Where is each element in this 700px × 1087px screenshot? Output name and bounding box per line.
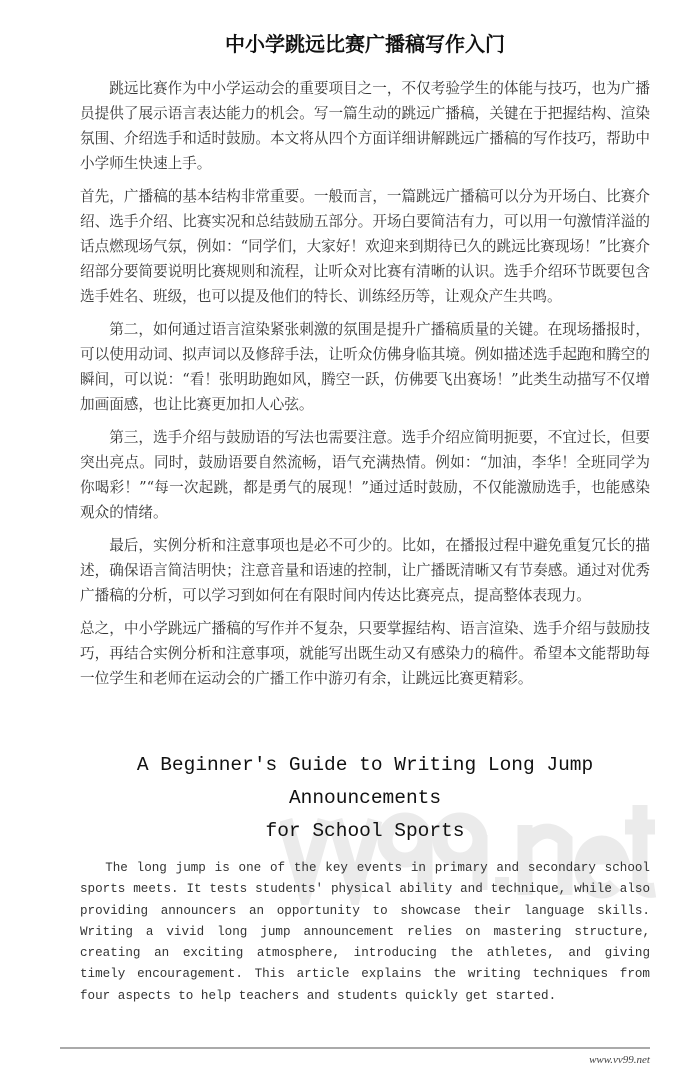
english-title: [60, 749, 670, 848]
en-paragraph-intro: The long jump is one of the key events in primary and secondary school sports meets. It tests students' physical ability and technique, while also providing announcers an opportunity to showcase their language skills. Writing a vivid long jump announcement relies on mastering structure, creating an exciting atmosphere, introducing the athletes, and giving timely encouragement. This article explains the writing techniques from four aspects to help teachers and students quickly get started.: [80, 861, 650, 1003]
footer-url: www.vv99.net: [589, 1054, 650, 1067]
english-title-line1: A Beginner's Guide to Writing Long Jump Announcements: [136, 754, 594, 809]
footer-divider: [60, 1047, 650, 1049]
zh-paragraph-analysis: 最后，实例分析和注意事项也是必不可少的。比如，在播报过程中避免重复冗长的描述，确保语言简洁明快；注意音量和语速的控制，让广播既清晰又有节奏感。通过对优秀广播稿的分析，可以学习到如何在有限时间内传达比赛亮点，提高整体表现力。: [80, 537, 650, 604]
zh-paragraph-atmosphere: 第二，如何通过语言渲染紧张刺激的氛围是提升广播稿质量的关键。在现场播报时，可以使用动词、拟声词以及修辞手法，让听众仿佛身临其境。例如描述选手起跑和腾空的瞬间，可以说：“看！张明助跑如风，腾空一跃，仿佛要飞出赛场！”此类生动描写不仅增加画面感，也让比赛更加扣人心弦。: [80, 321, 650, 413]
footer: [60, 1047, 650, 1067]
chinese-title: 中小学跳远比赛广播稿写作入门: [225, 32, 505, 56]
zh-paragraph-intro: 跳远比赛作为中小学运动会的重要项目之一，不仅考验学生的体能与技巧，也为广播员提供了展示语言表达能力的机会。写一篇生动的跳远广播稿，关键在于把握结构、渲染氛围、介绍选手和适时鼓励。本文将从四个方面详细讲解跳远广播稿的写作技巧，帮助中小学师生快速上手。: [80, 80, 650, 172]
zh-paragraph-structure: 首先，广播稿的基本结构非常重要。一般而言，一篇跳远广播稿可以分为开场白、比赛介绍、选手介绍、比赛实况和总结鼓励五部分。开场白要简洁有力，可以用一句激情洋溢的话点燃现场气氛，例如：“同学们，大家好！欢迎来到期待已久的跳远比赛现场！”比赛介绍部分要简要说明比赛规则和流程，让听众对比赛有清晰的认识。选手介绍环节既要包含选手姓名、班级，也可以提及他们的特长、训练经历等，让观众产生共鸣。: [80, 188, 650, 305]
zh-paragraph-conclusion: 总之，中小学跳远广播稿的写作并不复杂，只要掌握结构、语言渲染、选手介绍与鼓励技巧，再结合实例分析和注意事项，就能写出既生动又有感染力的稿件。希望本文能帮助每一位学生和老师在运动会的广播工作中游刃有余，让跳远比赛更精彩。: [80, 620, 650, 687]
zh-paragraph-encouragement: 第三，选手介绍与鼓励语的写法也需要注意。选手介绍应简明扼要，不宜过长，但要突出亮点。同时，鼓励语要自然流畅，语气充满热情。例如：“加油，李华！全班同学为你喝彩！”“每一次起跳，都是勇气的展现！”通过适时鼓励，不仅能激励选手，也能感染观众的情绪。: [80, 429, 650, 521]
english-title-line2: for School Sports: [265, 820, 465, 842]
document-page: [80, 0, 650, 1007]
